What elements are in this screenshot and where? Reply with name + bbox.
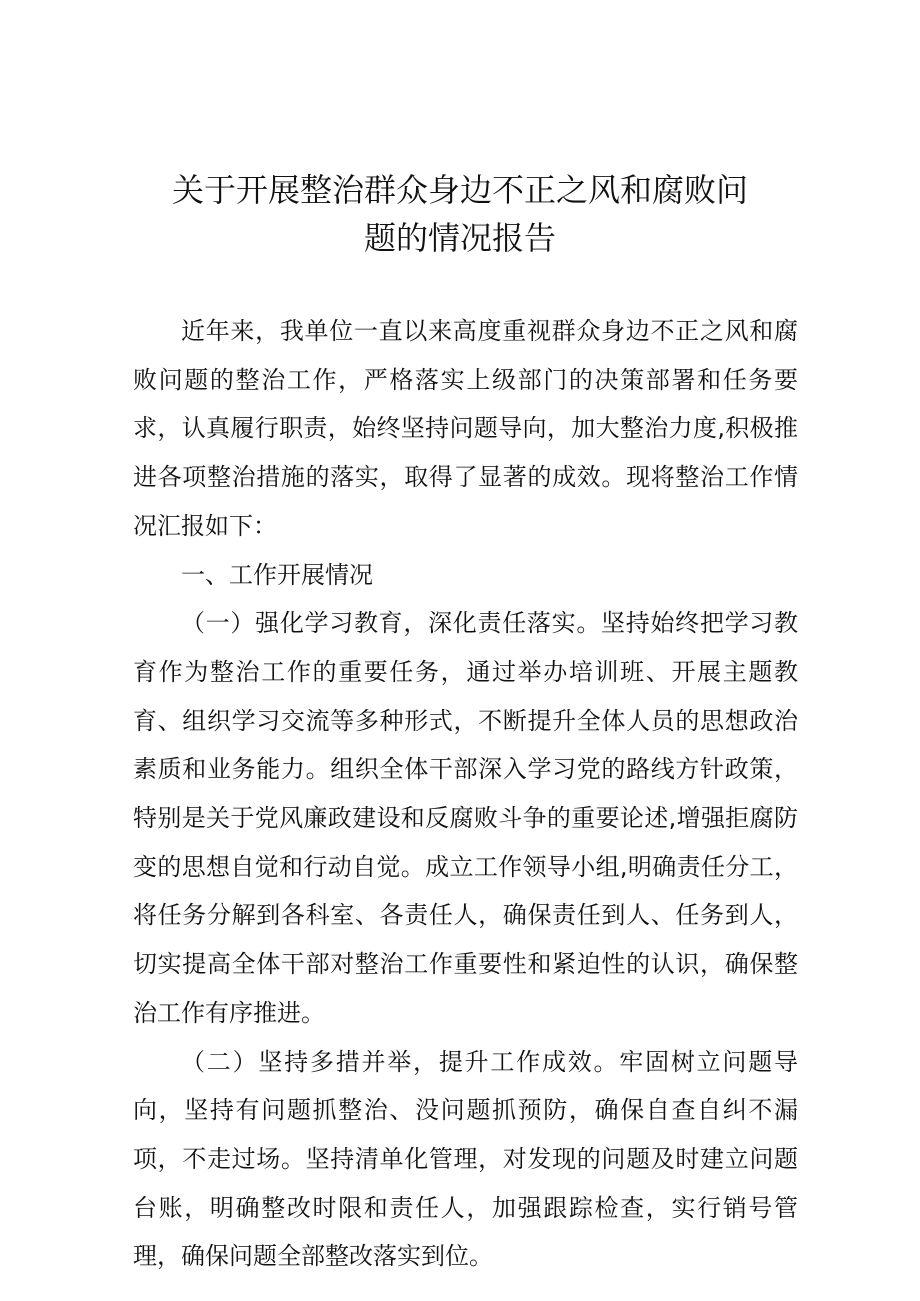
section-heading: 一、工作开展情况 xyxy=(181,560,373,589)
section-paragraph-1: （一）强化学习教育，深化责任落实。坚持始终把学习教育作为整治工作的重要任务，通过举办培训班、开展主题教育、组织学习交流等多种形式，不断提升全体人员的思想政治素质和业务能力。组织全体干部深入学习党的路线方针政策，特别是关于党风廉政建设和反腐败斗争的重要论述,增强拒腐防变的思想自觉和行动自觉。成立工作领导小组,明确责任分工，将任务分解到各科室、各责任人，确保责任到人、任务到人，切实提高全体干部对整治工作重要性和紧迫性的认识，确保整治工作有序推进。 xyxy=(133,609,798,1027)
document-body xyxy=(133,307,798,1281)
intro-paragraph: 近年来，我单位一直以来高度重视群众身边不正之风和腐败问题的整治工作，严格落实上级部门的决策部署和任务要求，认真履行职责，始终坚持问题导向，加大整治力度,积极推进各项整治措施的落实，取得了显著的成效。现将整治工作情况汇报如下： xyxy=(133,317,798,540)
section-paragraph-2: （二）坚持多措并举，提升工作成效。牢固树立问题导向，坚持有问题抓整治、没问题抓预防，确保自查自纠不漏项，不走过场。坚持清单化管理，对发现的问题及时建立问题台账，明确整改时限和责任人，加强跟踪检查，实行销号管理，确保问题全部整改落实到位。 xyxy=(133,1047,798,1271)
title-line-2: 题的情况报告 xyxy=(363,219,556,257)
document-title xyxy=(0,166,920,262)
title-line-1: 关于开展整治群众身边不正之风和腐败问 xyxy=(171,171,748,209)
